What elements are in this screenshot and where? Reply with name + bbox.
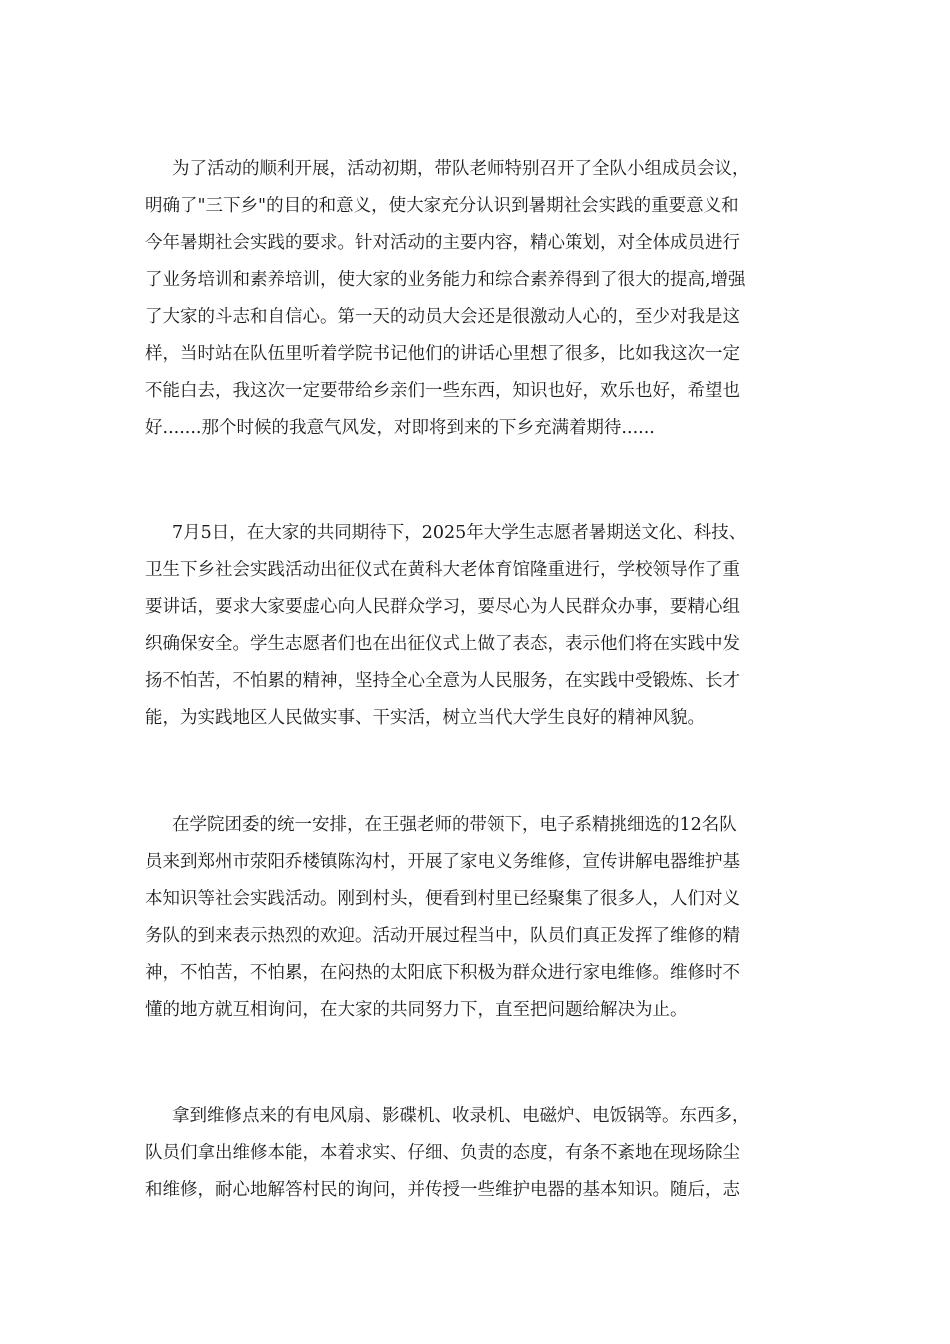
paragraph-line: 队员们拿出维修本能，本着求实、仔细、负责的态度，有条不紊地在现场除尘 — [145, 1143, 740, 1163]
paragraph-line: 样，当时站在队伍里听着学院书记他们的讲话心里想了很多，比如我这次一定 — [145, 344, 740, 364]
paragraph-line: 了业务培训和素养培训，使大家的业务能力和综合素养得到了很大的提高,增强 — [145, 270, 746, 290]
paragraph-line: 拿到维修点来的有电风扇、影碟机、收录机、电磁炉、电饭锅等。东西多， — [172, 1106, 750, 1126]
paragraph-line: 7月5日，在大家的共同期待下，2025年大学生志愿者暑期送文化、科技、 — [172, 523, 747, 543]
paragraph-line: 本知识等社会实践活动。刚到村头，便看到村里已经聚集了很多人，人们对义 — [145, 889, 740, 909]
paragraph-line: 今年暑期社会实践的要求。针对活动的主要内容，精心策划，对全体成员进行 — [145, 233, 740, 253]
paragraph-line: 员来到郑州市荥阳乔楼镇陈沟村，开展了家电义务维修，宣传讲解电器维护基 — [145, 852, 740, 872]
paragraph-line: 好.......那个时候的我意气风发，对即将到来的下乡充满着期待...... — [145, 418, 655, 438]
paragraph-line: 要讲话，要求大家要虚心向人民群众学习，要尽心为人民群众办事，要精心组 — [145, 597, 740, 617]
paragraph-line: 懂的地方就互相询问，在大家的共同努力下，直至把问题给解决为止。 — [145, 1000, 688, 1020]
paragraph-line: 务队的到来表示热烈的欢迎。活动开展过程当中，队员们真正发挥了维修的精 — [145, 926, 740, 946]
paragraph-line: 神，不怕苦，不怕累，在闷热的太阳底下积极为群众进行家电维修。维修时不 — [145, 963, 740, 983]
paragraph-line: 能，为实践地区人民做实事、干实活，树立当代大学生良好的精神风貌。 — [145, 708, 705, 728]
paragraph-line: 为了活动的顺利开展，活动初期，带队老师特别召开了全队小组成员会议， — [172, 159, 750, 179]
paragraph-line: 不能白去，我这次一定要带给乡亲们一些东西，知识也好，欢乐也好，希望也 — [145, 381, 740, 401]
paragraph-line: 了大家的斗志和自信心。第一天的动员大会还是很激动人心的，至少对我是这 — [145, 307, 740, 327]
paragraph-line: 扬不怕苦，不怕累的精神，坚持全心全意为人民服务，在实践中受锻炼、长才 — [145, 671, 740, 691]
paragraph-line: 明确了"三下乡"的目的和意义，使大家充分认识到暑期社会实践的重要意义和 — [145, 196, 739, 216]
paragraph-line: 织确保安全。学生志愿者们也在出征仪式上做了表态，表示他们将在实践中发 — [145, 634, 740, 654]
paragraph-line: 卫生下乡社会实践活动出征仪式在黄科大老体育馆隆重进行，学校领导作了重 — [145, 560, 740, 580]
paragraph-line: 和维修，耐心地解答村民的询问，并传授一些维护电器的基本知识。随后，志 — [145, 1180, 740, 1200]
paragraph-line: 在学院团委的统一安排，在王强老师的带领下，电子系精挑细选的12名队 — [172, 815, 737, 835]
